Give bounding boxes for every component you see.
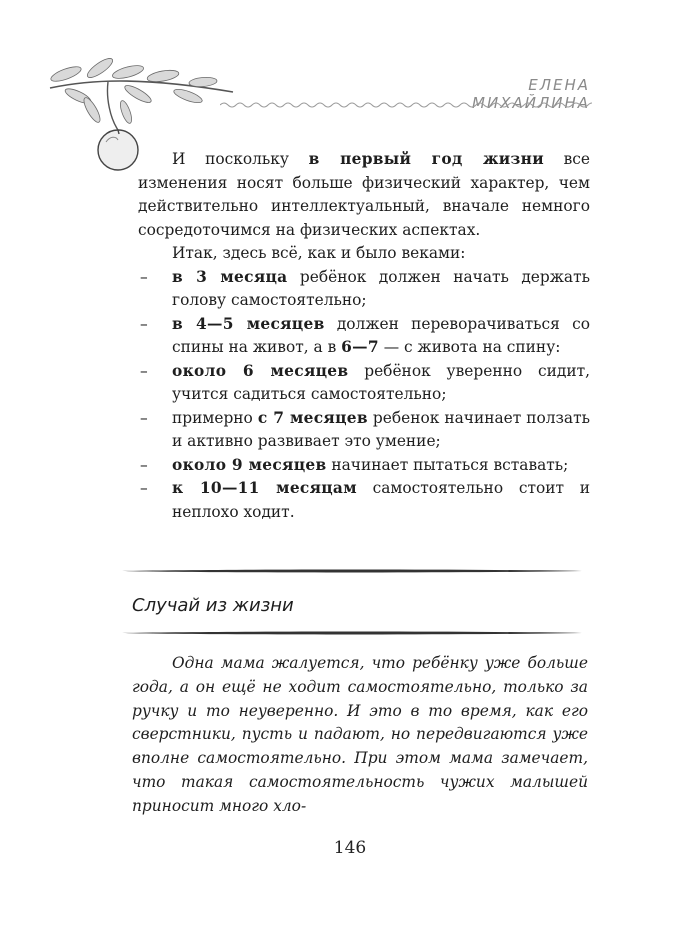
- milestone-age: 6—7: [341, 338, 379, 356]
- milestone-text: самостоятельно стоит и неплохо ходит.: [172, 479, 591, 521]
- main-text: [138, 148, 590, 524]
- list-item: [138, 454, 590, 478]
- running-header-author: ЕЛЕНА МИХАЙЛИНА: [472, 76, 590, 112]
- milestone-text: примерно: [172, 408, 258, 427]
- milestone-text: должен переворачиваться со спины на живот, а в: [172, 314, 590, 356]
- milestone-text: ребенок начинает ползать и активно развивает это умение;: [172, 408, 591, 450]
- list-dash: –: [140, 455, 148, 474]
- case-text: Одна мама жалуется, что ребёнку уже больше года, а он ещё не ходит самостоятельно, только за ручку и то неуверенно. И это в то время, как его сверстники, пусть и падают, но передвигаются уже вполне самостоятельно. При этом мама замечает, что такая самостоятельность чужих малышей приносит много хло-: [132, 654, 588, 815]
- page-number: 146: [333, 838, 367, 858]
- list-dash: –: [140, 408, 148, 427]
- milestone-age: в 3 месяца: [172, 267, 288, 286]
- milestone-text: начинает пытаться вставать;: [326, 455, 569, 474]
- milestone-text: ребёнок уверенно сидит, учится садиться самостоятельно;: [172, 361, 590, 403]
- milestone-age: около 9 месяцев: [172, 455, 327, 474]
- list-dash: –: [140, 361, 148, 380]
- list-item: [138, 313, 590, 360]
- list-item: [138, 477, 590, 524]
- lead-paragraph: Итак, здесь всё, как и было веками:: [172, 244, 466, 262]
- list-item: [138, 360, 590, 407]
- section-rule-bottom: [122, 630, 582, 636]
- intro-emphasis: в первый год жизни: [308, 150, 544, 168]
- list-dash: –: [140, 479, 148, 497]
- milestone-age: в 4—5 месяцев: [172, 314, 325, 333]
- milestone-text: — с живота на спину:: [378, 338, 561, 356]
- intro-paragraph: [138, 148, 590, 242]
- list-dash: –: [140, 314, 148, 333]
- intro-text: все изменения носят больше физический характер, чем действительно интеллектуальный, вначале немного сосредоточимся на физических аспектах.: [138, 150, 590, 239]
- list-item: [138, 407, 590, 454]
- list-dash: –: [140, 267, 148, 286]
- case-title: Случай из жизни: [132, 595, 294, 616]
- milestone-age: около 6 месяцев: [172, 361, 349, 380]
- milestones-list: [138, 266, 590, 525]
- milestone-text: ребёнок должен начать держать голову самостоятельно;: [172, 267, 590, 309]
- intro-text: И поскольку: [172, 150, 309, 168]
- section-rule-top: [122, 568, 582, 574]
- milestone-age: к 10—11 месяцам: [172, 479, 357, 497]
- list-item: [138, 266, 590, 313]
- header-wavy-rule: [220, 100, 592, 110]
- milestone-age: с 7 месяцев: [257, 408, 368, 427]
